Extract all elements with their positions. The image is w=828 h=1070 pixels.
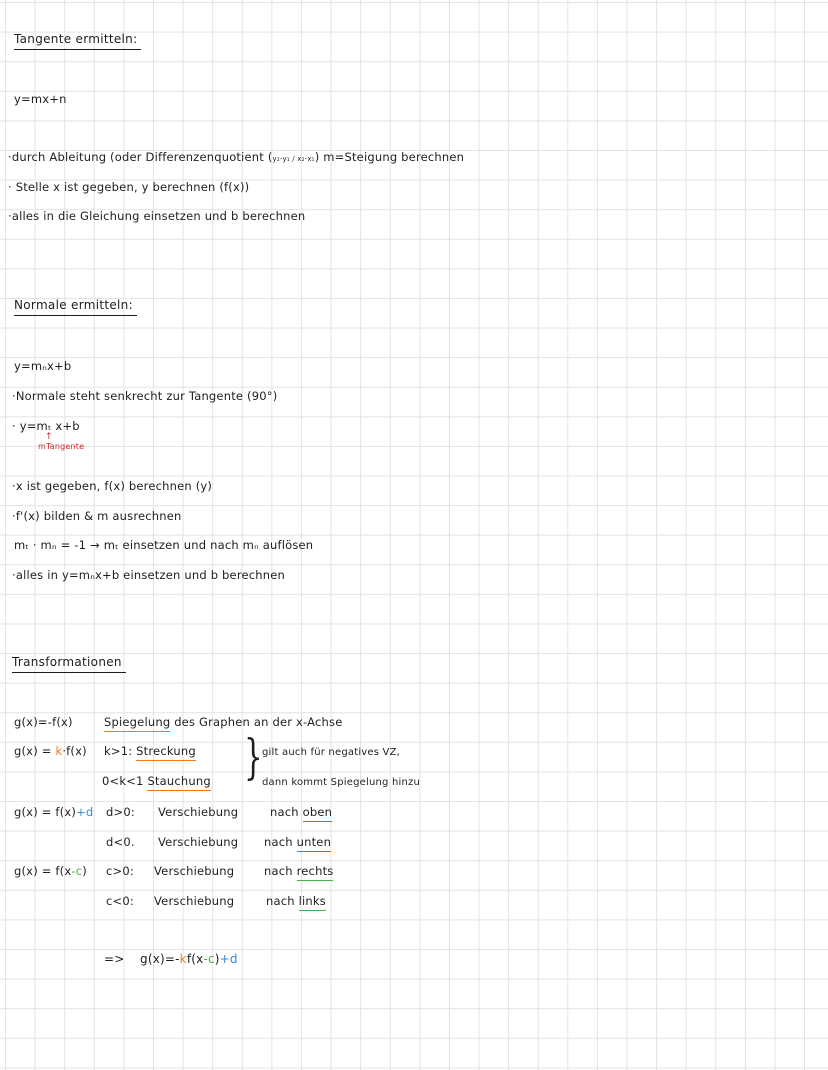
direction-links: links [298, 894, 326, 908]
row6-formula-c: -c [71, 864, 83, 878]
row2-formula-k: k [55, 744, 63, 758]
row5-term: Verschiebung [158, 835, 239, 849]
row4-formula-a: g(x) = f(x) [14, 805, 77, 819]
tangente-heading: Tangente ermitteln: [14, 32, 138, 46]
normale-heading: Normale ermitteln: [14, 298, 133, 312]
tangente-bullet-1 [8, 149, 464, 167]
result-formula [104, 951, 238, 967]
spiegelung-term: Spiegelung [104, 715, 171, 729]
row1-formula: g(x)=-f(x) [14, 715, 73, 729]
row6-formula-a: g(x) = f(x [14, 864, 72, 878]
row2-formula [14, 743, 87, 759]
difference-quotient: y₂-y₁ / x₂-x₁ [272, 155, 315, 163]
row5-condition: d<0. [106, 835, 135, 849]
row5-description [106, 834, 331, 850]
normale-bullet-1: ·Normale steht senkrecht zur Tangente (90°) [12, 389, 278, 403]
row4-formula-d: +d [76, 805, 94, 819]
row6-description [106, 863, 333, 879]
tangente-formula: y=mx+n [14, 92, 67, 106]
streckung-term: Streckung [136, 744, 196, 758]
row4-formula [14, 804, 93, 820]
result-close: ) [214, 952, 220, 966]
tangente-slope-annotation: mTangente [38, 442, 85, 451]
result-arrow-icon: => [104, 952, 125, 966]
row7-term: Verschiebung [154, 894, 235, 908]
row2-note: gilt auch für negatives VZ, [262, 747, 401, 758]
normale-bullet-2: · y=mₜ x+b [12, 419, 80, 433]
tangente-bullet-2: · Stelle x ist gegeben, y berechnen (f(x)) [8, 180, 250, 194]
row7-condition: c<0: [106, 894, 134, 908]
row3-condition: 0<k<1 [102, 774, 144, 788]
row2-formula-a: g(x) = [14, 744, 56, 758]
result-b: f(x [186, 952, 204, 966]
row6-condition: c>0: [106, 864, 134, 878]
row7-direction-prefix: nach [266, 894, 295, 908]
row4-condition: d>0: [106, 805, 135, 819]
row2-formula-b: ·f(x) [62, 744, 87, 758]
row3-description [102, 773, 211, 789]
tangente-bullet-1-text-a: ·durch Ableitung (oder Differenzenquotient ( [8, 150, 273, 164]
row4-description [106, 804, 332, 820]
row6-formula-b: ) [82, 864, 87, 878]
tangente-bullet-3: ·alles in die Gleichung einsetzen und b berechnen [8, 209, 306, 223]
direction-oben: oben [302, 805, 333, 819]
normale-bullet-3: ·x ist gegeben, f(x) berechnen (y) [12, 479, 213, 493]
normale-formula: y=mₙx+b [14, 359, 72, 373]
row2-condition: k>1: [104, 744, 133, 758]
tangente-bullet-1-text-b: ) m=Steigung berechnen [314, 150, 465, 164]
normale-bullet-5: mₜ · mₙ = -1 → mₜ einsetzen und nach mₙ auflösen [14, 538, 314, 552]
result-d: +d [219, 952, 238, 966]
result-k: k [179, 952, 187, 966]
row1-description [104, 714, 343, 730]
row6-direction-prefix: nach [264, 864, 293, 878]
row1-rest: des Graphen an der x-Achse [174, 715, 343, 729]
normale-bullet-4: ·f'(x) bilden & m ausrechnen [12, 509, 182, 523]
transformationen-heading: Transformationen [12, 655, 122, 669]
row7-description [106, 893, 326, 909]
stauchung-term: Stauchung [147, 774, 211, 788]
scaling-brace-icon: } [244, 729, 263, 785]
result-a: g(x)=- [140, 952, 180, 966]
row3-note: dann kommt Spiegelung hinzu [262, 777, 421, 788]
row4-direction-prefix: nach [270, 805, 299, 819]
direction-rechts: rechts [296, 864, 334, 878]
row6-formula [14, 863, 87, 879]
row5-direction-prefix: nach [264, 835, 293, 849]
result-c: -c [203, 952, 215, 966]
row2-description [104, 743, 196, 759]
normale-bullet-6: ·alles in y=mₙx+b einsetzen und b berechnen [12, 568, 286, 582]
annotation-arrow-icon: ↑ [45, 432, 53, 442]
row6-term: Verschiebung [154, 864, 235, 878]
row4-term: Verschiebung [158, 805, 239, 819]
direction-unten: unten [296, 835, 332, 849]
